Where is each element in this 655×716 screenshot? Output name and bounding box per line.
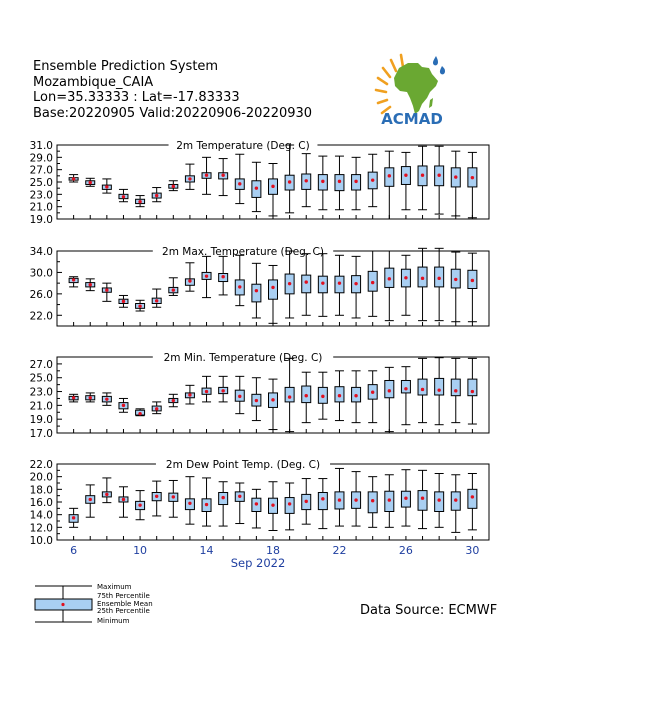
- iqr-box: [468, 489, 477, 508]
- mean-point: [105, 185, 108, 188]
- mean-point: [454, 389, 457, 392]
- mean-point: [155, 194, 158, 197]
- mean-point: [371, 178, 374, 181]
- mean-point: [138, 503, 141, 506]
- mean-point: [305, 394, 308, 397]
- mean-point: [255, 399, 258, 402]
- iqr-box: [269, 280, 278, 299]
- mean-point: [371, 281, 374, 284]
- mean-point: [388, 277, 391, 280]
- mean-point: [205, 274, 208, 277]
- mean-point: [238, 495, 241, 498]
- y-tick-label: 20.0: [29, 471, 53, 484]
- mean-point: [155, 299, 158, 302]
- mean-point: [421, 388, 424, 391]
- y-tick-label: 27.0: [29, 358, 53, 371]
- mean-point: [89, 181, 92, 184]
- header-base-valid-dates: Base:20220905 Valid:20220906-20220930: [33, 105, 313, 121]
- iqr-box: [451, 379, 460, 396]
- x-tick-label: 22: [332, 544, 347, 557]
- mean-point: [338, 180, 341, 183]
- mean-point: [105, 288, 108, 291]
- mean-point: [172, 495, 175, 498]
- mean-point: [404, 174, 407, 177]
- mean-point: [89, 283, 92, 286]
- iqr-box: [318, 493, 327, 510]
- mean-point: [354, 282, 357, 285]
- x-tick-label: 18: [266, 544, 280, 557]
- logo-text: ACMAD: [381, 110, 443, 128]
- mean-point: [238, 395, 241, 398]
- mean-point: [205, 503, 208, 506]
- y-tick-label: 18.0: [29, 484, 53, 497]
- mean-point: [155, 495, 158, 498]
- mean-point: [388, 498, 391, 501]
- mean-point: [89, 498, 92, 501]
- mean-point: [338, 394, 341, 397]
- mean-point: [288, 180, 291, 183]
- mean-point: [271, 185, 274, 188]
- mean-point: [138, 304, 141, 307]
- data-source-label: Data Source: ECMWF: [360, 603, 498, 618]
- x-tick-label: 26: [398, 544, 413, 557]
- y-tick-label: 22.0: [29, 459, 53, 471]
- mean-point: [122, 195, 125, 198]
- mean-point: [238, 182, 241, 185]
- mean-point: [437, 498, 440, 501]
- mean-point: [89, 396, 92, 399]
- mean-point: [471, 279, 474, 282]
- mean-point: [255, 186, 258, 189]
- legend-minimum-label: Minimum: [97, 617, 130, 625]
- mean-point: [155, 407, 158, 410]
- mean-point: [138, 412, 141, 415]
- y-tick-label: 19.0: [29, 214, 53, 226]
- mean-point: [388, 389, 391, 392]
- y-tick-label: 21.0: [29, 201, 53, 214]
- y-tick-label: 25.0: [29, 177, 53, 189]
- mean-point: [454, 498, 457, 501]
- mean-point: [72, 516, 75, 519]
- header-system-title: Ensemble Prediction System: [33, 59, 219, 74]
- mean-point: [288, 502, 291, 505]
- mean-point: [305, 500, 308, 503]
- mean-point: [221, 496, 224, 499]
- mean-point: [122, 498, 125, 501]
- legend-maximum-label: Maximum: [97, 583, 132, 591]
- mean-point: [404, 497, 407, 500]
- y-tick-label: 22.0: [29, 310, 53, 323]
- mean-point: [205, 390, 208, 393]
- y-tick-label: 34.0: [29, 246, 53, 258]
- mean-point: [221, 275, 224, 278]
- header-coordinates: Lon=35.33333 : Lat=-17.83333: [33, 90, 240, 105]
- mean-point: [404, 276, 407, 279]
- mean-point: [221, 174, 224, 177]
- y-tick-label: 19.0: [29, 414, 53, 427]
- y-tick-label: 26.0: [29, 288, 53, 301]
- y-tick-label: 25.0: [29, 372, 53, 385]
- panel-title: 2m Temperature (Deg. C): [176, 140, 310, 152]
- legend-25th-label: 25th Percentile: [97, 607, 150, 615]
- x-tick-label: 6: [70, 544, 78, 557]
- mean-point: [172, 399, 175, 402]
- mean-point: [221, 389, 224, 392]
- mean-point: [437, 388, 440, 391]
- iqr-box: [401, 380, 410, 392]
- mean-point: [288, 282, 291, 285]
- mean-point: [72, 177, 75, 180]
- mean-point: [471, 390, 474, 393]
- mean-point: [421, 174, 424, 177]
- panel-title: 2m Min. Temperature (Deg. C): [163, 352, 323, 364]
- mean-point: [354, 180, 357, 183]
- mean-point: [421, 277, 424, 280]
- mean-point: [255, 502, 258, 505]
- x-tick-label: 30: [465, 544, 480, 557]
- panel-title: 2m Dew Point Temp. (Deg. C): [165, 459, 321, 471]
- mean-point: [188, 279, 191, 282]
- y-tick-label: 27.0: [29, 164, 53, 177]
- mean-point: [188, 177, 191, 180]
- mean-point: [288, 395, 291, 398]
- mean-point: [471, 176, 474, 179]
- mean-point: [471, 495, 474, 498]
- mean-point: [138, 200, 141, 203]
- x-tick-label: 10: [133, 544, 148, 557]
- mean-point: [305, 280, 308, 283]
- mean-point: [72, 396, 75, 399]
- panel-title: 2m Max. Temperature (Deg. C): [162, 246, 324, 258]
- mean-point: [338, 281, 341, 284]
- mean-point: [305, 179, 308, 182]
- mean-point: [72, 278, 75, 281]
- y-tick-label: 12.0: [29, 522, 53, 535]
- mean-point: [321, 180, 324, 183]
- mean-point: [271, 398, 274, 401]
- mean-point: [338, 498, 341, 501]
- mean-point: [321, 281, 324, 284]
- mean-point: [437, 174, 440, 177]
- x-axis-label: Sep 2022: [230, 556, 286, 570]
- legend: [30, 582, 200, 627]
- y-tick-label: 14.0: [29, 509, 53, 522]
- iqr-box: [435, 378, 444, 395]
- y-tick-label: 31.0: [29, 140, 53, 152]
- mean-point: [354, 394, 357, 397]
- y-tick-label: 16.0: [29, 497, 53, 509]
- iqr-box: [252, 284, 261, 302]
- mean-point: [454, 278, 457, 281]
- header-station-name: Mozambique_CAIA: [33, 74, 154, 90]
- mean-point: [437, 277, 440, 280]
- mean-point: [105, 493, 108, 496]
- mean-point: [371, 391, 374, 394]
- iqr-box: [418, 379, 427, 395]
- mean-point: [371, 499, 374, 502]
- mean-point: [321, 497, 324, 500]
- mean-point: [388, 174, 391, 177]
- y-tick-label: 23.0: [29, 189, 53, 202]
- iqr-box: [418, 491, 427, 511]
- mean-point: [188, 502, 191, 505]
- mean-point: [321, 395, 324, 398]
- mean-point: [122, 404, 125, 407]
- legend-mean-dot: [61, 603, 64, 606]
- iqr-box: [385, 380, 394, 397]
- y-tick-label: 30.0: [29, 267, 53, 280]
- mean-point: [122, 300, 125, 303]
- y-tick-label: 10.0: [29, 535, 53, 547]
- mean-point: [205, 174, 208, 177]
- y-tick-label: 23.0: [29, 386, 53, 399]
- mean-point: [188, 393, 191, 396]
- y-tick-label: 29.0: [29, 152, 53, 165]
- mean-point: [172, 185, 175, 188]
- mean-point: [271, 503, 274, 506]
- mean-point: [354, 498, 357, 501]
- mean-point: [404, 387, 407, 390]
- mean-point: [271, 286, 274, 289]
- y-tick-label: 17.0: [29, 428, 53, 440]
- mean-point: [255, 289, 258, 292]
- y-tick-label: 21.0: [29, 400, 53, 413]
- mean-point: [105, 397, 108, 400]
- x-tick-label: 14: [199, 544, 214, 557]
- mean-point: [172, 288, 175, 291]
- iqr-box: [302, 275, 311, 293]
- legend-mean-label: Ensemble Mean: [97, 600, 153, 608]
- mean-point: [421, 497, 424, 500]
- legend-75th-label: 75th Percentile: [97, 592, 150, 600]
- mean-point: [454, 175, 457, 178]
- iqr-box: [285, 387, 294, 402]
- mean-point: [238, 285, 241, 288]
